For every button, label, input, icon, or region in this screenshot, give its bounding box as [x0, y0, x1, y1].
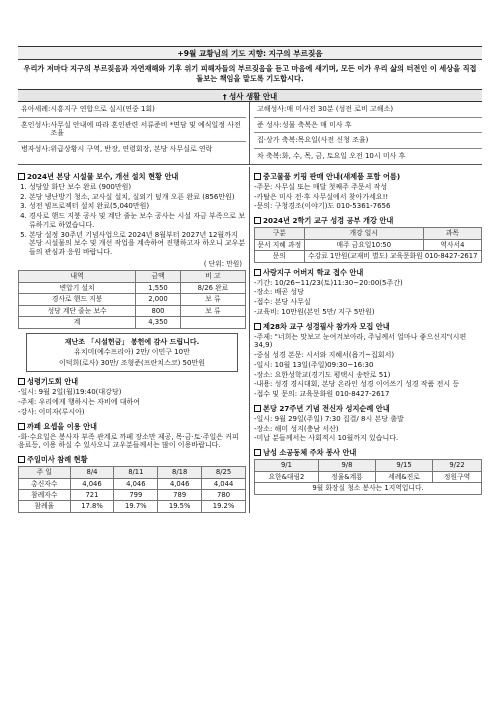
- table-cell: 789: [158, 490, 202, 501]
- text-line: -장소: 해미 성지(충남 서산): [254, 424, 339, 433]
- sacrament-label: 병자성사:: [21, 145, 51, 154]
- attendance-title: 주일미사 참례 현황: [27, 455, 88, 465]
- parking-title: 남성 소공동체 주차 봉사 안내: [263, 448, 357, 458]
- text-line: -기간: 10/26~11/23(토)11:30~20:00(5주간): [254, 278, 403, 287]
- sacrament-item: [254, 149, 482, 164]
- thanks-box: [26, 333, 238, 373]
- contest-heading: [254, 322, 482, 331]
- prayer-intention-text: 우리가 저마다 지구의 부르짖음과 자연재해와 기후 위기 피해자들의 부르짖음을 듣고 마음에 새기며, 모든 이가 우리 삶의 터전인 이 세상을 직접 돌보는 책임을 맡도록 기도합시다.: [23, 64, 477, 84]
- cafe-text: -화·수요일은 봉사자 부족 관계로 까페 장소만 제공, 목·금·토·주일은 커피 음료등, 이용 하실 수 있사오니 교우분들께서는 많이 이용바랍니다.: [18, 432, 239, 450]
- sacrament-label: 고해성사:: [257, 104, 287, 113]
- column-header: 비 고: [180, 271, 245, 282]
- sacraments-left: [18, 102, 250, 164]
- sacrament-item: [18, 142, 246, 157]
- table-cell: 경사로 핸드 지붕: [19, 294, 136, 305]
- text-line: -일시: 10월 13일(주일)09:30~16:30: [254, 360, 374, 369]
- sacrament-item: [18, 118, 246, 143]
- checkbox-icon: [18, 173, 25, 180]
- checkbox-icon: [18, 423, 25, 430]
- sacrament-item: [254, 133, 482, 149]
- column-header: 8/4: [70, 467, 114, 478]
- column-header: 9/1: [255, 460, 319, 471]
- sacraments-grid: [18, 102, 482, 164]
- table-row: [255, 483, 482, 494]
- table-cell: 참례자수: [19, 490, 71, 501]
- sacrament-label: 유아세례:: [21, 104, 51, 113]
- table-cell: 800: [136, 305, 181, 316]
- text-line: -카탈은 미사 전·후 사무실에서 찾아가세요!!: [254, 192, 389, 201]
- column-header: 8/11: [114, 467, 158, 478]
- table-cell: 참례율: [19, 501, 71, 512]
- table-cell: 문서 지혜 과정: [255, 239, 305, 250]
- column-header: 8/25: [202, 467, 246, 478]
- column-header: 금액: [136, 271, 181, 282]
- cafe-title: 까페 요셉을 이용 안내: [27, 421, 97, 431]
- parking-table: [254, 459, 482, 494]
- supplies-title: 중고물품 키핑 판매 안내(새제품 포함 어름): [263, 171, 401, 181]
- prayer-intention-title: +9월 교황님의 기도 지향: 지구의 부르짖음: [18, 46, 482, 60]
- checkbox-icon: [254, 405, 261, 412]
- text-line: -내용: 성경 경시대회, 본당 온라인 성경 이어쓰기 성경 작품 전시 등: [254, 380, 460, 389]
- unit-note: ( 단위: 만원): [203, 259, 242, 268]
- text-line: -주제: 우리에게 행하시는 자비에 대하여: [18, 398, 140, 407]
- list-item: 1. 성당앞 화단 보수 완료 (900만원): [29, 183, 246, 192]
- table-row: [19, 317, 246, 328]
- column-header: 9/22: [433, 460, 482, 471]
- column-header: 과목: [423, 228, 481, 239]
- table-cell: 780: [202, 490, 246, 501]
- table-cell: 4,046: [114, 478, 158, 489]
- table-row: [19, 294, 246, 305]
- school-title: 사랑지구 어버지 학교 접수 안내: [263, 267, 364, 277]
- study-heading: [254, 216, 482, 225]
- text-line: -일시: 9월 2일(월)19:40(대강당): [18, 388, 122, 397]
- thanks-line: 이덕희(로사) 30만/ 조형준(프란치스코) 50만원: [59, 358, 205, 367]
- prayer-meeting-heading: [18, 377, 246, 386]
- table-row: [19, 490, 246, 501]
- list-item: 5. 본당 설정 30주년 기념사업으로 2024년 8월부터 2027년 12월까지 본당 시설물의 보수 및 개선 작업을 계속하여 진행하고자 하오니 교우분들의 관심과 응원 바랍니다.: [29, 231, 246, 257]
- sacraments-right: [250, 102, 482, 164]
- table-cell: 4,046: [158, 478, 202, 489]
- prayer-meeting-title: 성령기도회 안내: [27, 377, 79, 387]
- sacrament-value: 매 미사전 30분 (성전 로비 고해소): [286, 104, 394, 113]
- facility-heading: [18, 172, 246, 181]
- news-left-column: [18, 167, 250, 513]
- table-cell: 4,044: [202, 478, 246, 489]
- text-line: -장소: 요한성학교(경기도 평택시 송탄로 51): [254, 370, 391, 379]
- column-header: 내역: [19, 271, 136, 282]
- checkbox-icon: [254, 217, 261, 224]
- column-header: 9/15: [376, 460, 433, 471]
- facility-title: 2024년 본당 시설물 보수, 개선 설치 현황 안내: [27, 171, 179, 181]
- table-cell: 계: [19, 317, 136, 328]
- table-cell: 9월 화장실 청소 봉사는 1지역입니다.: [255, 483, 482, 494]
- table-cell: [180, 317, 245, 328]
- text-line: -접수 및 문의: 교육문화원 010-8427-2617: [254, 390, 390, 399]
- sacrament-label: 혼인성사:: [21, 120, 51, 129]
- table-cell: 19.7%: [114, 501, 158, 512]
- checkbox-icon: [18, 456, 25, 463]
- text-line: -주제: "너희는 맛보고 눈여겨보아라, 주님께서 얼마나 좋으신지"(시편34,9): [254, 332, 467, 350]
- table-cell: 문의: [255, 251, 305, 262]
- news-columns: [18, 164, 482, 513]
- thanks-line: 유치미(예수프리아) 2만/ 이민구 10만: [74, 348, 190, 357]
- column-header: 개강 일시: [304, 228, 423, 239]
- facility-list: [18, 183, 246, 257]
- text-line: -접수: 본당 사무실: [254, 298, 311, 307]
- column-header: 8/18: [158, 467, 202, 478]
- text-line: -문의: 구청경조(이야기)도 010-5361-7656: [254, 202, 391, 211]
- list-item: 4. 경사로 핸드 지붕 공사 및 계단 줄눈 보수 공사는 시설 자금 부족으로 보류하기로 하였습니다.: [29, 212, 246, 230]
- table-cell: 보 류: [180, 294, 245, 305]
- table-cell: 변압기 설치: [19, 282, 136, 293]
- table-row: [255, 251, 482, 262]
- sacrament-label: 집·상가 축복:: [257, 136, 298, 145]
- sacrament-value: 성물 축복은 매 미사 후: [281, 120, 352, 129]
- school-heading: [254, 268, 482, 277]
- sacrament-value: 위급상황시 구역, 반장, 연령회장, 본당 사무실로 연락: [50, 145, 213, 154]
- table-cell: 정율&계룡: [318, 471, 375, 482]
- pilgrimage-title: 본당 27주년 기념 전신자 성지순례 안내: [263, 403, 390, 413]
- checkbox-icon: [254, 173, 261, 180]
- sacrament-label: 준 성사:: [257, 120, 282, 129]
- table-cell: 4,350: [136, 317, 181, 328]
- study-table: [254, 227, 482, 262]
- table-cell: 정원구역: [433, 471, 482, 482]
- text-line: -강사: 이미자(루시아): [18, 407, 85, 416]
- contest-title: 제28차 교구 성경필사 참가자 모집 안내: [263, 321, 390, 331]
- checkbox-icon: [254, 269, 261, 276]
- sacrament-value: 목요일(사전 신청 조율): [297, 136, 369, 145]
- table-cell: 799: [114, 490, 158, 501]
- news-right-column: [250, 167, 482, 513]
- facility-table: [18, 270, 246, 328]
- sacrament-value: 시흥지구 연합으로 실시(연중 1회): [50, 104, 155, 113]
- list-item: 3. 성전 빔프로젝터 설치 완료(5,040만원): [29, 202, 246, 211]
- sacrament-item: [254, 102, 482, 118]
- table-cell: 8/26 완료: [180, 282, 245, 293]
- table-cell: 세례&진로: [376, 471, 433, 482]
- table-cell: 성당 계단 줄눈 보수: [19, 305, 136, 316]
- sacrament-item: [18, 102, 246, 118]
- table-cell: 4,046: [70, 478, 114, 489]
- checkbox-icon: [254, 323, 261, 330]
- text-line: -중심 성경 본문: 시서와 지혜서(욥기~집회서): [254, 351, 395, 360]
- pilgrimage-heading: [254, 404, 482, 413]
- table-header-row: [255, 228, 482, 239]
- study-title: 2024년 2학기 교구 성경 공부 개강 안내: [263, 216, 394, 226]
- text-line: -일시: 9월 29일(주일) 7:30 집결/ 8시 본당 출발: [254, 414, 404, 423]
- sacraments-section-title: † 성사 생활 안내: [18, 89, 482, 102]
- attendance-heading: [18, 455, 246, 464]
- list-item: 2. 본당 냉난방기 청소, 교사실 설치, 실외기 덮개 오픈 완료 (856만원): [29, 193, 246, 202]
- table-header-row: [19, 467, 246, 478]
- table-cell: 총신자수: [19, 478, 71, 489]
- column-header: 주 일: [19, 467, 71, 478]
- table-cell: 2,000: [136, 294, 181, 305]
- column-header: 9/8: [318, 460, 375, 471]
- sacrament-item: [254, 118, 482, 134]
- table-header-row: [255, 460, 482, 471]
- parking-heading: [254, 448, 482, 457]
- text-line: -교육비: 10만원(본인 5만/ 지구 5만원): [254, 307, 375, 316]
- thanks-title: 재난조 「시설헌금」 봉헌에 감사 드립니다.: [64, 337, 200, 346]
- column-header: 구분: [255, 228, 305, 239]
- table-row: [19, 282, 246, 293]
- table-cell: 매주 금요일10:50: [304, 239, 423, 250]
- text-line: -장소: 배곧 성당: [254, 288, 304, 297]
- table-cell: 역사서4: [423, 239, 481, 250]
- table-cell: 721: [70, 490, 114, 501]
- sacrament-label: 차 축복:: [257, 152, 282, 161]
- table-row: [255, 471, 482, 482]
- table-row: [255, 239, 482, 250]
- table-header-row: [19, 271, 246, 282]
- table-row: [19, 478, 246, 489]
- supplies-heading: [254, 172, 482, 181]
- table-cell: 요한&대림2: [255, 471, 319, 482]
- table-cell: 수강료 1만원(교재비 별도) 교육문화원 010-8427-2617: [304, 251, 481, 262]
- table-cell: 19.5%: [158, 501, 202, 512]
- attendance-table: [18, 466, 246, 513]
- sacrament-value: 사무실 안내에 따라 혼인관련 서류준비 *면담 및 예식일정 사전 조율: [50, 120, 241, 138]
- checkbox-icon: [18, 378, 25, 385]
- table-row: [19, 305, 246, 316]
- table-cell: 1,550: [136, 282, 181, 293]
- table-cell: 보 류: [180, 305, 245, 316]
- table-cell: 17.8%: [70, 501, 114, 512]
- checkbox-icon: [254, 449, 261, 456]
- sacrament-value: 화, 수, 목, 금, 토요일 오전 10시 미사 후: [281, 152, 406, 161]
- table-cell: 19.2%: [202, 501, 246, 512]
- text-line: -주문: 사무실 또는 매달 첫째주 주문서 작성: [254, 182, 388, 191]
- text-line: -미납 분들께서는 사회적시 10월까지 있습니다.: [254, 434, 399, 443]
- cafe-heading: [18, 422, 246, 431]
- table-row: [19, 501, 246, 512]
